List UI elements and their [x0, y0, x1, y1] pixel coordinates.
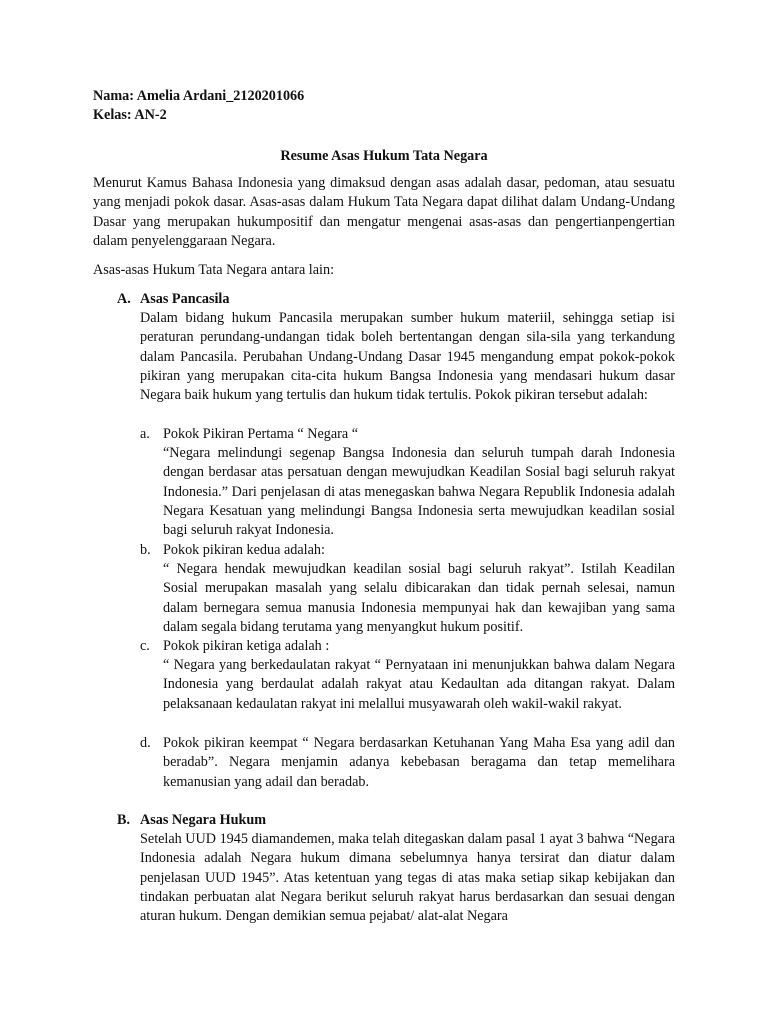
item-a-body: “Negara melindungi segenap Bangsa Indonesia dan seluruh tumpah darah Indonesia dengan berdasar atas persatuan dengan mewujudkan Keadilan Sosial bagi seluruh rakyat Indonesia.” Dari penjelasan di atas menegaskan bahwa Negara Republik Indonesia adalah Negara Kesatuan yang melindungi Bangsa Indonesia serta mewujudkan keadilan sosial bagi seluruh rakyat Indonesia.: [163, 445, 675, 539]
section-b-letter: B.: [117, 812, 131, 828]
item-b-heading: Pokok pikiran kedua adalah:: [163, 542, 325, 558]
item-c-body: “ Negara yang berkedaulatan rakyat “ Pernyataan ini menunjukkan bahwa dalam Negara Indonesia yang berdaulat adalah rakyat atau Kedaultan ada ditangan rakyat. Dalam pelaksanaan kedaulatan rakyat ini melallui musyawarah oleh wakil-wakil rakyat.: [163, 657, 675, 712]
item-b-body: “ Negara hendak mewujudkan keadilan sosial bagi seluruh rakyat”. Istilah Keadilan Sosial merupakan masalah yang selalu dibicarakan dan tidak pernah selesai, namun dalam bernegara semua manusia Indonesia mempunyai hak dan kewajiban yang sama dalam segala bidang terutama yang menyangkut hukum positif.: [163, 561, 675, 635]
item-c-letter: c.: [140, 638, 150, 654]
student-name: Nama: Amelia Ardani_2120201066: [93, 88, 305, 104]
item-d-body: Pokok pikiran keempat “ Negara berdasarkan Ketuhanan Yang Maha Esa yang adil dan beradab”. Negara menjamin adanya kebebasan beragama dan tetap memelihara kemanusian yang adail dan beradab.: [163, 735, 675, 790]
item-a-heading: Pokok Pikiran Pertama “ Negara “: [163, 426, 359, 442]
section-a-heading: Asas Pancasila: [140, 291, 230, 307]
section-b-body: Setelah UUD 1945 diamandemen, maka telah ditegaskan dalam pasal 1 ayat 3 bahwa “Negara Indonesia adalah Negara hukum dimana sebelumnya hanya tersirat dan diatur dalam penjelasan UUD 1945”. Atas ketentuan yang tegas di atas maka setiap sikap kebijakan dan tindakan perbuatan alat Negara berikut seluruh rakyat harus berdasarkan dan sesuai dengan aturan hukum. Dengan demikian semua pejabat/ alat-alat Negara: [140, 831, 675, 925]
student-class: Kelas: AN-2: [93, 107, 167, 123]
section-a-letter: A.: [117, 291, 131, 307]
list-intro: Asas-asas Hukum Tata Negara antara lain:: [93, 262, 335, 278]
item-b-letter: b.: [140, 542, 151, 558]
intro-paragraph: Menurut Kamus Bahasa Indonesia yang dimaksud dengan asas adalah dasar, pedoman, atau sesuatu yang menjadi pokok dasar. Asas-asas dalam Hukum Tata Negara dapat dilihat dalam Undang-Undang Dasar yang merupakan hukumpositif dan mengatur mengenai asas-asas dan pengertianpengertian dalam penyelenggaraan Negara.: [93, 175, 675, 249]
section-a-body: Dalam bidang hukum Pancasila merupakan sumber hukum materiil, sehingga setiap isi peraturan perundang-undangan tidak boleh bertentangan dengan sila-sila yang terkandung dalam Pancasila. Perubahan Undang-Undang Dasar 1945 mengandung empat pokok-pokok pikiran yang merupakan cita-cita hukum Bangsa Indonesia yang mendasari hukum dasar Negara baik hukum yang tertulis dan hukum tidak tertulis. Pokok pikiran tersebut adalah:: [140, 310, 675, 404]
document-title: Resume Asas Hukum Tata Negara: [280, 148, 488, 164]
item-a-letter: a.: [140, 426, 150, 442]
item-d-letter: d.: [140, 735, 151, 751]
section-b-heading: Asas Negara Hukum: [140, 812, 267, 828]
item-c-heading: Pokok pikiran ketiga adalah :: [163, 638, 330, 654]
